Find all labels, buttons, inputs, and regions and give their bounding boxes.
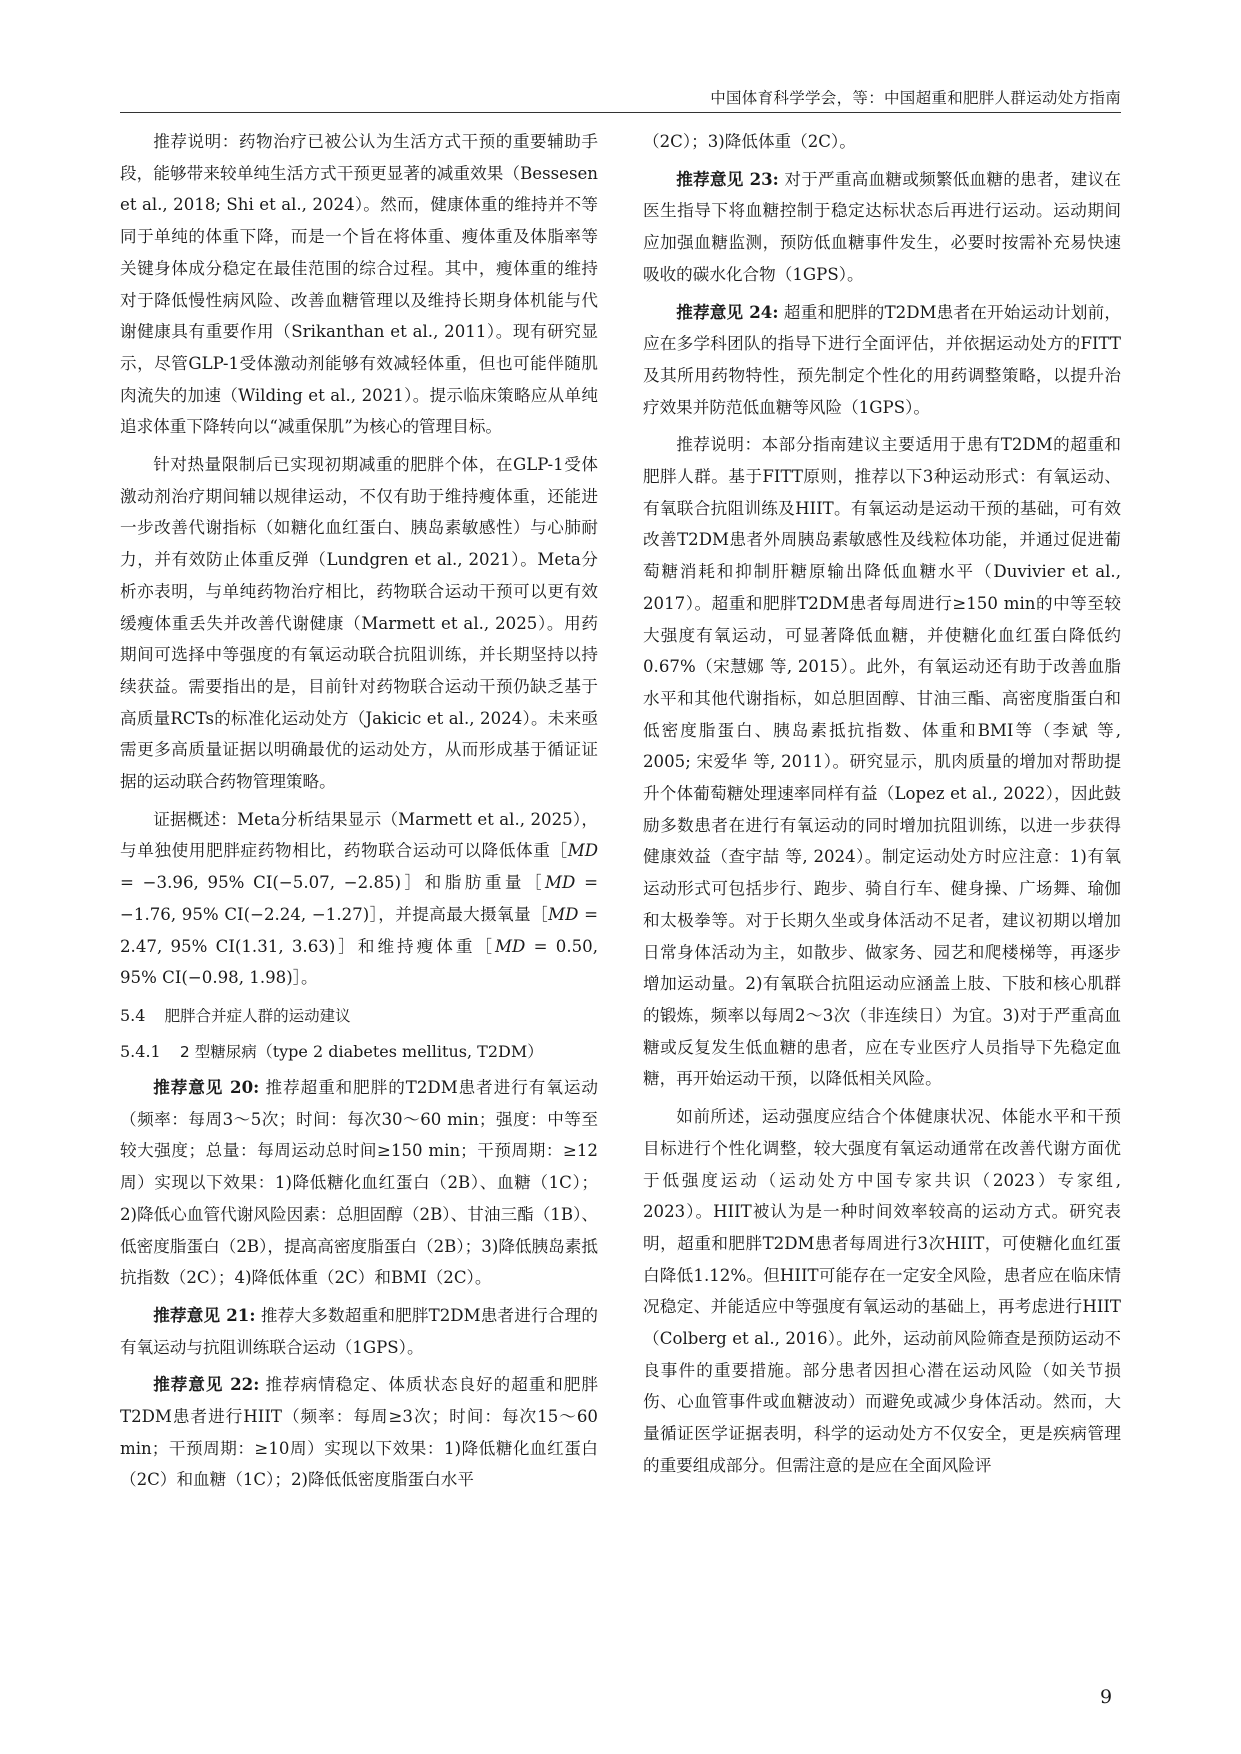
recommendation-text: 推荐病情稳定、体质状态良好的超重和肥胖T2DM患者进行HIIT（频率：每周≥3次；时间：每次15～60 min；干预周期：≥10周）实现以下效果：1)降低糖化血红蛋白（2C）和血糖（1C）；2)降低低密度脂蛋白水平 <box>120 1375 598 1490</box>
recommendation-20 <box>120 1072 598 1294</box>
md-symbol: MD <box>548 904 579 924</box>
recommendation-label: 推荐意见 23: <box>676 168 779 189</box>
recommendation-label: 推荐意见 21: <box>153 1304 256 1325</box>
section-heading-5-4 <box>120 1000 598 1032</box>
recommendation-label: 推荐意见 24: <box>676 301 779 322</box>
section-number: 5.4 <box>120 1005 146 1025</box>
header-divider <box>120 112 1121 113</box>
md-symbol: MD <box>495 936 526 956</box>
recommendation-text: 对于严重高血糖或频繁低血糖的患者，建议在医生指导下将血糖控制于稳定达标状态后再进行运动。运动期间应加强血糖监测，预防低血糖事件发生，必要时按需补充易快速吸收的碳水化合物（1GPS）。 <box>643 169 1122 284</box>
section-heading-5-4-1 <box>120 1036 598 1068</box>
right-column <box>643 126 1121 1488</box>
section-title-english: （type 2 diabetes mellitus, T2DM） <box>256 1041 544 1061</box>
page-number: 9 <box>1100 1686 1113 1708</box>
md-symbol: MD <box>545 873 576 893</box>
section-title: 2 型糖尿病 <box>179 1042 257 1061</box>
section-title: 肥胖合并症人群的运动建议 <box>164 1006 351 1025</box>
recommendation-22-continued: （2C）；3)降低体重（2C）。 <box>643 132 856 151</box>
section-number: 5.4.1 <box>120 1041 161 1061</box>
evidence-text-a: 证据概述：Meta分析结果显示（Marmett et al., 2025），与单独使用肥胖症药物相比，药物联合运动可以降低体重［ <box>120 809 598 861</box>
evidence-text-b: = −3.96, 95% CI(−5.07, −2.85)］和脂肪重量［ <box>120 873 546 893</box>
recommendation-text: 推荐超重和肥胖的T2DM患者进行有氧运动（频率：每周3～5次；时间：每次30～60 min；强度：中等至较大强度；总量：每周运动总时间≥150 min；干预周期：≥12周）实现以下效果：1)降低糖化血红蛋白（2B）、血糖（1C）；2)降低心血管代谢风险因素：总胆固醇（2B）、甘油三酯（1B）、低密度脂蛋白（2B），提高高密度脂蛋白（2B）；3)降低胰岛素抵抗指数（2C）；4)降低体重（2C）和BMI（2C）。 <box>120 1077 598 1288</box>
recommendation-label: 推荐意见 20: <box>153 1076 260 1097</box>
t2dm-explanation-paragraph: 推荐说明：本部分指南建议主要适用于患有T2DM的超重和肥胖人群。基于FITT原则，推荐以下3种运动形式：有氧运动、有氧联合抗阻训练及HIIT。有氧运动是运动干预的基础，可有效改善T2DM患者外周胰岛素敏感性及线粒体功能，并通过促进葡萄糖消耗和抑制肝糖原输出降低血糖水平（Duvivier et al., 2017）。超重和肥胖T2DM患者每周进行≥150 min的中等至较大强度有氧运动，可显著降低血糖，并使糖化血红蛋白降低约0.67%（宋慧娜 等, 2015）。此外，有氧运动还有助于改善血脂水平和其他代谢指标，如总胆固醇、甘油三酯、高密度脂蛋白和低密度脂蛋白、胰岛素抵抗指数、体重和BMI等（李斌 等, 2005; 宋爱华 等, 2011）。研究显示，肌肉质量的增加对帮助提升个体葡萄糖处理速率同样有益（Lopez et al., 2022），因此鼓励多数患者在进行有氧运动的同时增加抗阻训练，以进一步获得健康效益（查宇喆 等, 2024）。制定运动处方时应注意：1)有氧运动形式可包括步行、跑步、骑自行车、健身操、广场舞、瑜伽和太极拳等。对于长期久坐或身体活动不足者，建议初期以增加日常身体活动为主，如散步、做家务、园艺和爬楼梯等，再逐步增加运动量。2)有氧联合抗阻运动应涵盖上肢、下肢和核心肌群的锻炼，频率以每周2～3次（非连续日）为宜。3)对于严重高血糖或反复发生低血糖的患者，应在专业医疗人员指导下先稳定血糖，再开始运动干预，以降低相关风险。 <box>643 435 1121 1089</box>
evidence-summary-paragraph <box>120 804 598 994</box>
running-header: 中国体育科学学会，等：中国超重和肥胖人群运动处方指南 <box>710 89 1121 107</box>
evidence-text-d: = 2.47, 95% CI(1.31, 3.63)］和维持瘦体重［ <box>120 904 598 956</box>
recommendation-21 <box>120 1300 598 1363</box>
recommendation-explanation-paragraph: 推荐说明：药物治疗已被公认为生活方式干预的重要辅助手段，能够带来较单纯生活方式干预更显著的减重效果（Bessesen et al., 2018; Shi et al., 2024）。然而，健康体重的维持并不等同于单纯的体重下降，而是一个旨在将体重、瘦体重及体脂率等关键身体成分稳定在最佳范围的综合过程。其中，瘦体重的维持对于降低慢性病风险、改善血糖管理以及维持长期身体机能与代谢健康具有重要作用（Srikanthan et al., 2011）。现有研究显示，尽管GLP-1受体激动剂能够有效减轻体重，但也可能伴随肌肉流失的加速（Wilding et al., 2021）。提示临床策略应从单纯追求体重下降转向以“减重保肌”为核心的管理目标。 <box>120 132 598 437</box>
drug-exercise-paragraph: 针对热量限制后已实现初期减重的肥胖个体，在GLP-1受体激动剂治疗期间辅以规律运动，不仅有助于维持瘦体重，还能进一步改善代谢指标（如糖化血红蛋白、胰岛素敏感性）与心肺耐力，并有效防止体重反弹（Lundgren et al., 2021）。Meta分析亦表明，与单纯药物治疗相比，药物联合运动干预可以更有效缓瘦体重丢失并改善代谢健康（Marmett et al., 2025）。用药期间可选择中等强度的有氧运动联合抗阻训练，并长期坚持以持续获益。需要指出的是，目前针对药物联合运动干预仍缺乏基于高质量RCTs的标准化运动处方（Jakicic et al., 2024）。未来亟需更多高质量证据以明确最优的运动处方，从而形成基于循证证据的运动联合药物管理策略。 <box>120 455 598 792</box>
recommendation-text: 推荐大多数超重和肥胖T2DM患者进行合理的有氧运动与抗阻训练联合运动（1GPS）。 <box>120 1305 598 1357</box>
recommendation-text: 超重和肥胖的T2DM患者在开始运动计划前，应在多学科团队的指导下进行全面评估，并依据运动处方的FITT及其所用药物特性，预先制定个性化的用药调整策略，以提升治疗效果并防范低血糖等风险（1GPS）。 <box>643 302 1121 417</box>
recommendation-label: 推荐意见 22: <box>153 1374 260 1395</box>
evidence-text-e: = 0.50, 95% CI(−0.98, 1.98)］。 <box>120 936 598 988</box>
recommendation-23 <box>643 164 1121 291</box>
left-column <box>120 126 598 1502</box>
md-symbol: MD <box>567 841 598 861</box>
evidence-text-c: = −1.76, 95% CI(−2.24, −1.27)］，并提高最大摄氧量［ <box>120 873 598 924</box>
recommendation-22 <box>120 1369 598 1496</box>
exercise-intensity-paragraph: 如前所述，运动强度应结合个体健康状况、体能水平和干预目标进行个性化调整，较大强度有氧运动通常在改善代谢方面优于低强度运动（运动处方中国专家共识（2023）专家组, 2023）。HIIT被认为是一种时间效率较高的运动方式。研究表明，超重和肥胖T2DM患者每周进行3次HIIT，可使糖化血红蛋白降低1.12%。但HIIT可能存在一定安全风险，患者应在临床情况稳定、并能适应中等强度有氧运动的基础上，再考虑进行HIIT（Colberg et al., 2016）。此外，运动前风险筛查是预防运动不良事件的重要措施。部分患者因担心潜在运动风险（如关节损伤、心血管事件或血糖波动）而避免或减少身体活动。然而，大量循证医学证据表明，科学的运动处方不仅安全，更是疾病管理的重要组成部分。但需注意的是应在全面风险评 <box>643 1107 1121 1475</box>
recommendation-24 <box>643 297 1121 424</box>
